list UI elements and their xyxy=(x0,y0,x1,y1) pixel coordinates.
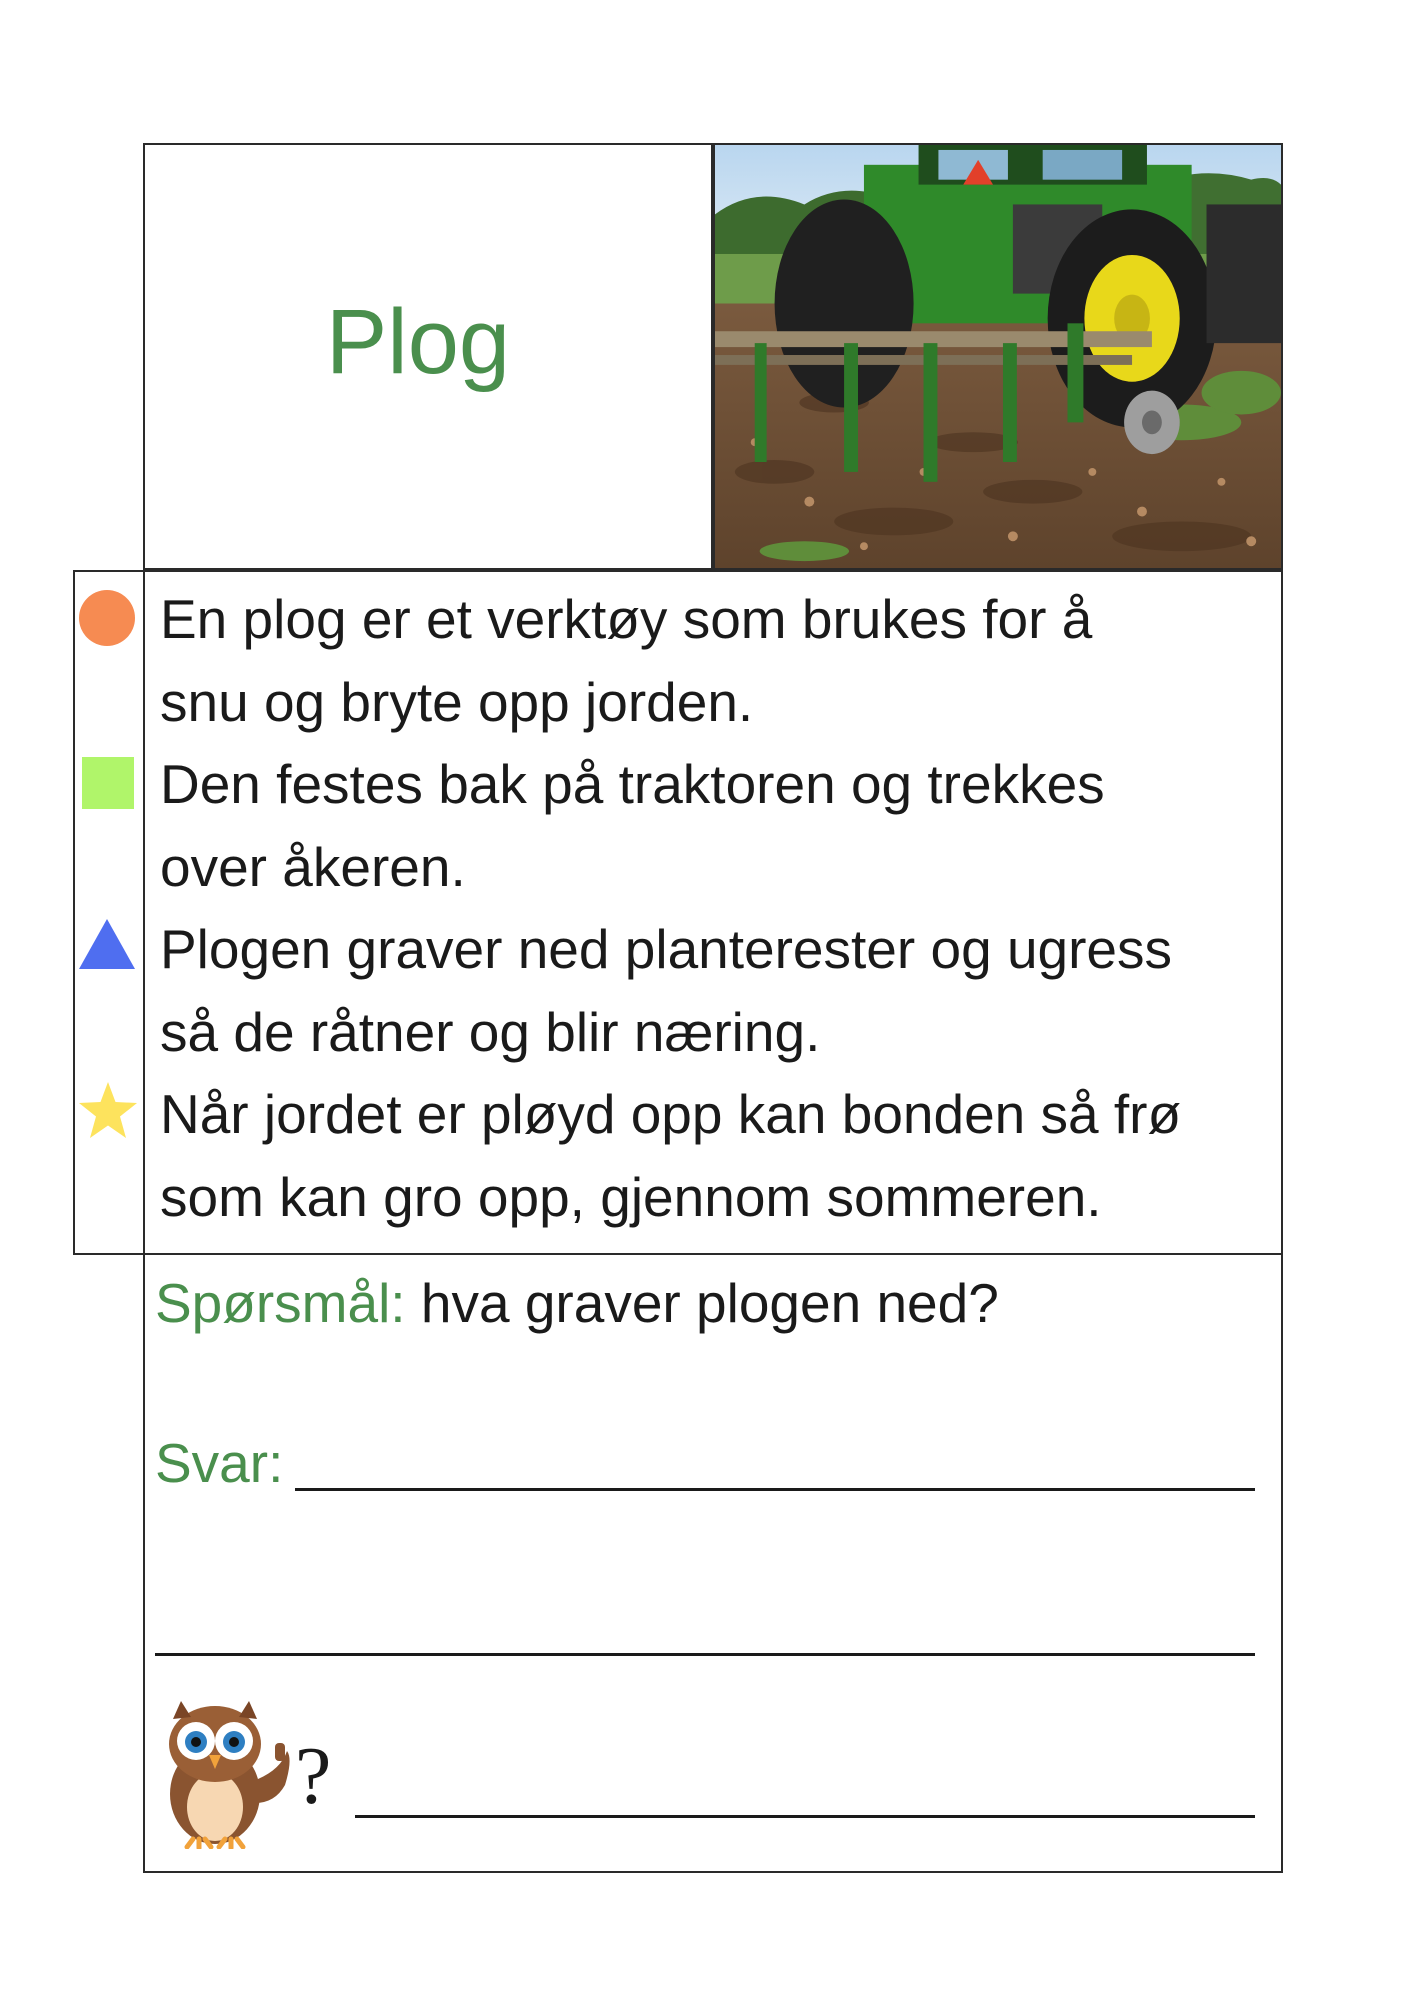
fact-4-line-1: Når jordet er pløyd opp kan bonden så frø xyxy=(160,1083,1182,1145)
question-text: hva graver plogen ned? xyxy=(420,1272,999,1334)
blue-triangle-icon xyxy=(78,918,136,970)
tractor-photo xyxy=(713,143,1283,570)
fact-4-line-2: som kan gro opp, gjennom sommeren. xyxy=(160,1166,1102,1228)
tractor-plowing-field-photo-icon xyxy=(715,145,1281,568)
answer-line-1[interactable] xyxy=(295,1488,1255,1491)
green-square-icon xyxy=(82,757,134,809)
question-panel xyxy=(143,1253,1283,1873)
fact-1-line-2: snu og bryte opp jorden. xyxy=(160,671,754,733)
facts-panel xyxy=(143,570,1283,1255)
answer-line-2[interactable] xyxy=(155,1653,1255,1656)
fact-3-line-2: så de råtner og blir næring. xyxy=(160,1001,821,1063)
orange-circle-icon xyxy=(79,590,135,646)
fact-3-line-1: Plogen graver ned planterester og ugress xyxy=(160,918,1173,980)
yellow-star-icon xyxy=(78,1081,138,1139)
fact-2-line-1: Den festes bak på traktoren og trekkes xyxy=(160,753,1105,815)
fact-1-line-1: En plog er et verktøy som brukes for å xyxy=(160,588,1093,650)
symbol-column xyxy=(73,570,145,1255)
fact-2-line-2: over åkeren. xyxy=(160,836,466,898)
answer-line-3[interactable] xyxy=(355,1815,1255,1818)
question-mark: ? xyxy=(295,1730,332,1821)
question-label: Spørsmål: xyxy=(155,1272,406,1334)
title-cell xyxy=(143,143,713,570)
owl-mascot-icon xyxy=(163,1699,295,1849)
question-row xyxy=(155,1271,999,1335)
page-title: Plog xyxy=(325,291,511,393)
answer-label: Svar: xyxy=(155,1432,284,1494)
